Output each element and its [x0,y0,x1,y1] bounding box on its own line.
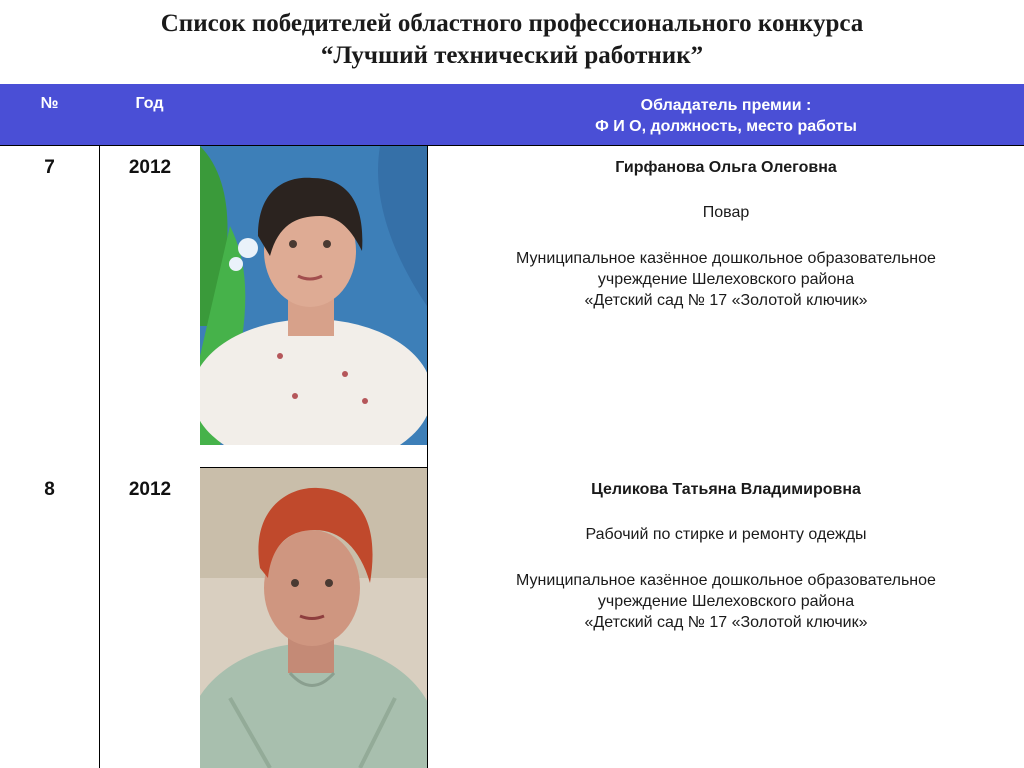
header-winner-line-1: Обладатель премии : [640,97,812,114]
winner-name: Целикова Татьяна Владимировна [591,481,861,498]
winner-info [428,480,1024,633]
header-winner-line-2: Ф И О, должность, место работы [595,118,857,135]
winner-organization [428,570,1024,633]
page-title-line-1: Список победителей областного профессионального конкурса [160,10,864,37]
row-year: 2012 [128,157,172,178]
header-winner [428,95,1024,137]
header-number: № [40,95,59,112]
winner-photo [200,468,427,768]
organization-line-1: Муниципальное казённое дошкольное образовательное [516,572,936,589]
page-title [0,8,1024,72]
organization-line-2: учреждение Шелеховского района [597,593,855,610]
row-number: 8 [44,479,55,500]
organization-line-3: «Детский сад № 17 «Золотой ключик» [584,614,868,631]
organization-line-2: учреждение Шелеховского района [597,271,855,288]
winner-organization [428,248,1024,311]
organization-line-1: Муниципальное казённое дошкольное образовательное [516,250,936,267]
table-header [0,84,1024,145]
winner-name: Гирфанова Ольга Олеговна [615,159,837,176]
winner-position: Рабочий по стирке и ремонту одежды [585,526,867,543]
winner-position: Повар [702,204,750,221]
winner-info [428,158,1024,311]
winner-photo [200,146,427,445]
row-number: 7 [44,157,55,178]
row-year: 2012 [128,479,172,500]
column-divider-number [99,146,100,768]
page-title-line-2: “Лучший технический работник” [320,42,704,69]
organization-line-3: «Детский сад № 17 «Золотой ключик» [584,292,868,309]
table-header-bottom-border [0,145,1024,146]
header-year: Год [135,95,164,112]
